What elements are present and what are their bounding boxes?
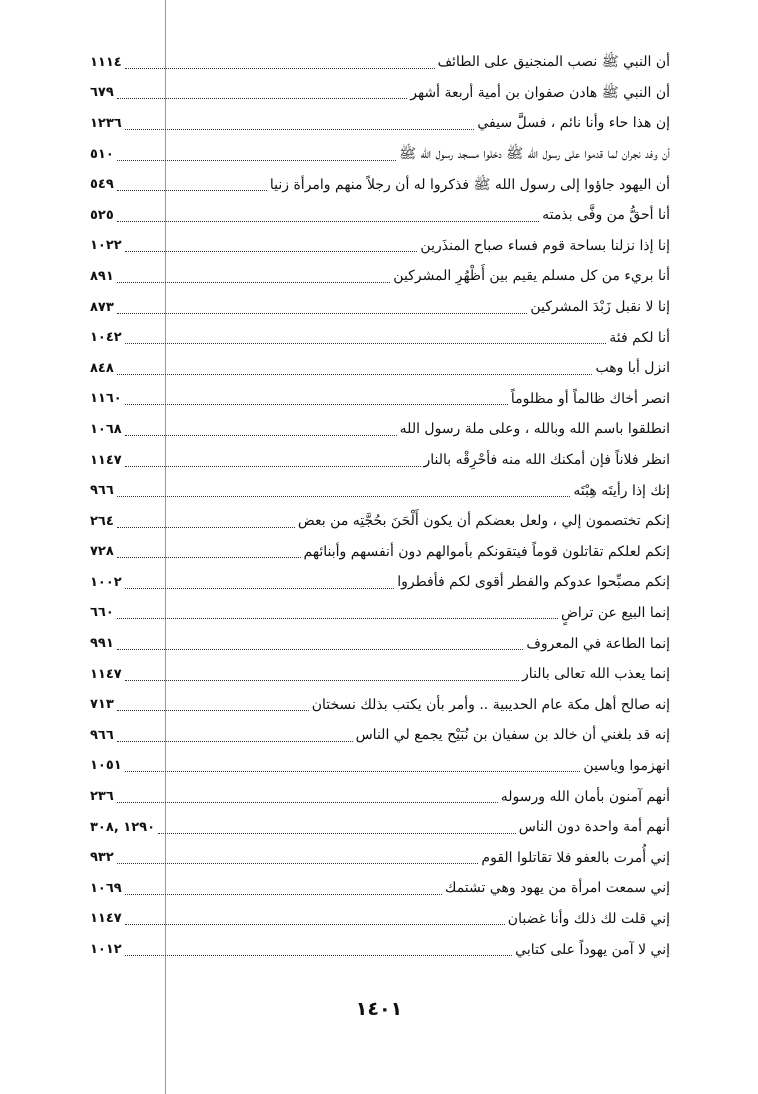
entry-text: أن وفد نجران لما قدموا على رسول الله ﷺ دخلوا مسجد رسول الله ﷺ [399, 146, 670, 163]
dot-leader [117, 496, 571, 497]
entry-text: إني أُمرت بالعفو فلا تقاتلوا القوم [481, 849, 670, 866]
entry-text: إنا إذا نزلنا بساحة قوم فساء صباح المنذَرين [420, 237, 670, 254]
page-number: ١٤٠١ [355, 998, 403, 1020]
index-entry [90, 567, 670, 598]
entry-text: إنما البيع عن تراضٍ [561, 604, 670, 621]
dot-leader [125, 924, 505, 925]
index-list [90, 47, 670, 965]
entry-text: إنما يعذب الله تعالى بالنار [522, 666, 670, 683]
index-entry [90, 751, 670, 782]
index-entry [90, 292, 670, 323]
entry-text: انظر فلاناً فإن أمكنك الله منه فأحْرِقْه بالنار [423, 452, 670, 469]
index-entry [90, 873, 670, 904]
dot-leader [125, 771, 581, 772]
index-entry [90, 384, 670, 415]
dot-leader [117, 557, 301, 558]
dot-leader [117, 802, 498, 803]
entry-text: انصر أخاك ظالماً أو مظلوماً [510, 390, 670, 407]
entry-text: انزل أبا وهب [595, 360, 670, 377]
dot-leader [117, 741, 353, 742]
entry-page-number: ٩٩١ [90, 636, 114, 652]
entry-page-number: ١١٤٧ [90, 452, 122, 468]
dot-leader [117, 313, 528, 314]
index-entry [90, 628, 670, 659]
index-entry [90, 200, 670, 231]
dot-leader [117, 618, 558, 619]
index-entry [90, 842, 670, 873]
index-entry [90, 812, 670, 843]
entry-text: أنا بريء من كل مسلم يقيم بين أَظْهُرِ المشركين [393, 268, 670, 285]
dot-leader [117, 863, 479, 864]
dot-leader [117, 649, 524, 650]
entry-text: إنا لا نقبل زَبْدَ المشركين [530, 299, 670, 316]
entry-page-number: ١٠٤٢ [90, 330, 122, 346]
dot-leader [117, 98, 407, 99]
index-entry [90, 414, 670, 445]
entry-text: انهزموا وياسين [583, 757, 670, 774]
entry-text: أنهم آمنون بأمان الله ورسوله [500, 788, 670, 805]
dot-leader [125, 466, 421, 467]
entry-text: إنه صالح أهل مكة عام الحديبية .. وأمر بأن يكتب بذلك نسختان [311, 696, 670, 713]
entry-page-number: ١١٦٠ [90, 391, 122, 407]
dot-leader [125, 894, 442, 895]
index-entry [90, 353, 670, 384]
entry-page-number: ١٢٣٦ [90, 115, 122, 131]
entry-page-number: ٧٢٨ [90, 544, 114, 560]
entry-text: إني سمعت امرأة من يهود وهي تشتمك [444, 880, 670, 897]
entry-page-number: ٨٧٣ [90, 299, 114, 315]
entry-page-number: ٦٧٩ [90, 85, 114, 101]
entry-text: إنكم تختصمون إلي ، ولعل بعضكم أن يكون أَلْحَنَ بحُجَّتِه من بعض [297, 513, 670, 530]
entry-page-number: ٩٦٦ [90, 727, 114, 743]
entry-page-number: ٩٣٢ [90, 850, 114, 866]
entry-page-number: ٧١٣ [90, 697, 114, 713]
index-entry [90, 231, 670, 262]
entry-text: إني قلت لك ذلك وأنا غضبان [507, 910, 670, 927]
index-entry [90, 139, 670, 170]
dot-leader [125, 251, 418, 252]
entry-page-number: ٥١٠ [90, 146, 114, 162]
entry-text: إنه قد بلغني أن خالد بن سفيان بن نُبَيْح يجمع لي الناس [355, 727, 670, 744]
entry-page-number: ١١١٤ [90, 54, 122, 70]
index-entry [90, 781, 670, 812]
entry-page-number: ٨٩١ [90, 268, 114, 284]
entry-text: أنهم أمة واحدة دون الناس [518, 819, 670, 836]
entry-text: انطلقوا باسم الله وبالله ، وعلى ملة رسول الله [399, 421, 670, 438]
index-entry [90, 598, 670, 629]
entry-text: أنا أحقُّ من وفَّى بذمته [542, 207, 670, 224]
entry-page-number: ١١٤٧ [90, 911, 122, 927]
dot-leader [117, 374, 593, 375]
entry-page-number: ١٢٩٠ ,٣٠٨ [90, 819, 156, 835]
entry-page-number: ٩٦٦ [90, 483, 114, 499]
dot-leader [117, 710, 309, 711]
entry-page-number: ١٠٥١ [90, 758, 122, 774]
entry-text: إنكم مصبِّحوا عدوكم والفطر أقوى لكم فأفطروا [397, 574, 670, 591]
dot-leader [117, 221, 539, 222]
index-entry [90, 537, 670, 568]
entry-text: أن اليهود جاؤوا إلى رسول الله ﷺ فذكروا له أن رجلاً منهم وامرأة زنيا [269, 176, 670, 193]
index-entry [90, 47, 670, 78]
index-entry [90, 445, 670, 476]
entry-page-number: ٥٤٩ [90, 177, 114, 193]
entry-page-number: ٢٣٦ [90, 789, 114, 805]
entry-page-number: ١١٤٧ [90, 666, 122, 682]
dot-leader [125, 435, 397, 436]
index-entry [90, 934, 670, 965]
entry-text: أن النبي ﷺ هادن صفوان بن أمية أربعة أشهر [410, 84, 670, 101]
entry-text: إنكم لعلكم تقاتلون قوماً فيتقونكم بأموالهم دون أنفسهم وأبنائهم [303, 543, 670, 560]
entry-page-number: ٦٦٠ [90, 605, 114, 621]
dot-leader [117, 282, 390, 283]
dot-leader [125, 343, 607, 344]
dot-leader [125, 68, 435, 69]
entry-page-number: ١٠٢٢ [90, 238, 122, 254]
dot-leader [125, 955, 512, 956]
entry-text: إنك إذا رأيتَه هِبْتَه [573, 482, 670, 499]
entry-text: إني لا آمن يهوداً على كتابي [515, 941, 670, 958]
entry-text: أنا لكم فئة [609, 329, 670, 346]
dot-leader [125, 404, 508, 405]
index-entry [90, 506, 670, 537]
dot-leader [125, 680, 519, 681]
entry-page-number: ٢٦٤ [90, 513, 114, 529]
dot-leader [125, 129, 475, 130]
entry-page-number: ٨٤٨ [90, 360, 114, 376]
index-entry [90, 689, 670, 720]
index-entry [90, 475, 670, 506]
entry-page-number: ١٠١٢ [90, 942, 122, 958]
entry-page-number: ١٠٠٢ [90, 574, 122, 590]
entry-page-number: ١٠٦٩ [90, 880, 122, 896]
entry-text: إنما الطاعة في المعروف [526, 635, 670, 652]
dot-leader [117, 160, 396, 161]
dot-leader [158, 833, 516, 834]
index-entry [90, 261, 670, 292]
index-entry [90, 108, 670, 139]
index-entry [90, 78, 670, 109]
entry-page-number: ٥٢٥ [90, 207, 114, 223]
index-entry [90, 659, 670, 690]
dot-leader [125, 588, 394, 589]
index-entry [90, 322, 670, 353]
index-entry [90, 904, 670, 935]
entry-text: أن النبي ﷺ نصب المنجنيق على الطائف [437, 54, 670, 71]
index-entry [90, 169, 670, 200]
index-entry [90, 720, 670, 751]
entry-page-number: ١٠٦٨ [90, 421, 122, 437]
entry-text: إن هذا حاء وأنا نائم ، فسلَّ سيفي [477, 115, 670, 132]
dot-leader [117, 527, 295, 528]
dot-leader [117, 190, 267, 191]
